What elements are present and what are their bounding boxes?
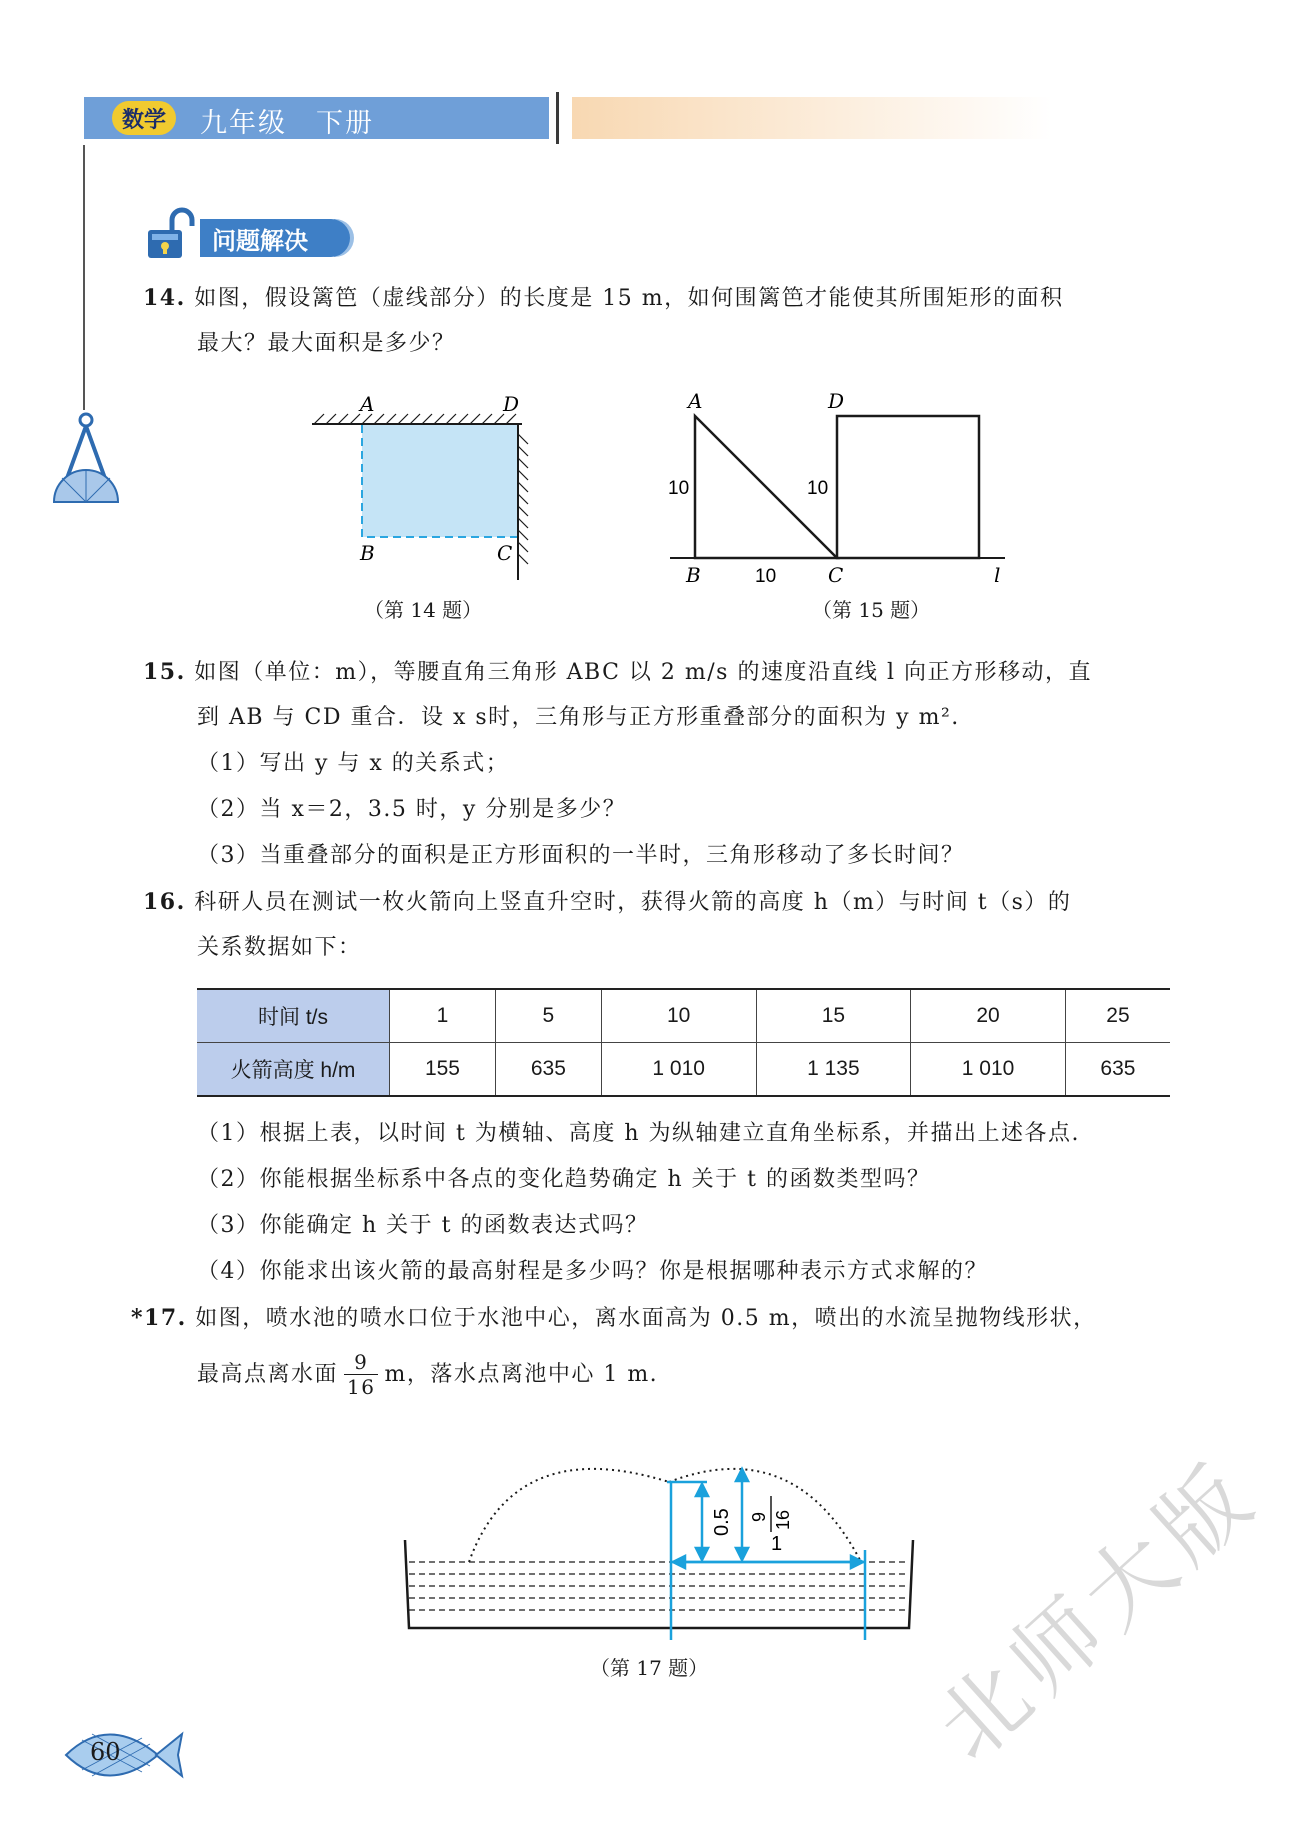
q15-sub2: （2）当 x＝2，3.5 时，y 分别是多少？ [197, 797, 627, 822]
q15-line1 [143, 649, 1092, 696]
table-cell: 1 [390, 990, 496, 1043]
q17-text2a: 最高点离水面 [197, 1361, 339, 1387]
q17-line2 [197, 1350, 658, 1399]
q14-line2: 最大？最大面积是多少？ [197, 331, 456, 356]
fig17-caption: （第 17 题） [590, 1656, 709, 1680]
fig15-label-d: D [828, 390, 845, 413]
fig15-side-dc: 10 [807, 478, 829, 499]
table-row [197, 1043, 1170, 1096]
q14-text1: 如图，假设篱笆（虚线部分）的长度是 15 m，如何围篱笆才能使其所围矩形的面积 [194, 286, 1064, 311]
subject-badge: 数学 [112, 101, 176, 135]
q16-sub1: （1）根据上表，以时间 t 为横轴、高度 h 为纵轴建立直角坐标系，并描出上述各点. [197, 1121, 1080, 1146]
q16-sub3: （3）你能确定 h 关于 t 的函数表达式吗？ [197, 1213, 649, 1238]
data-table [197, 990, 1170, 1095]
watermark: 北师大版 [917, 1441, 1278, 1780]
fig14-caption: （第 14 题） [364, 598, 483, 622]
table-row-header [197, 1043, 390, 1096]
margin-line [83, 145, 85, 410]
table-cell: 5 [495, 990, 601, 1043]
fig17-height-label: 0.5 [711, 1508, 733, 1536]
q17-line1 [131, 1295, 1097, 1342]
q16-number: 16. [143, 889, 186, 915]
q17-frac-num: 9 [354, 1350, 369, 1374]
section-label: 问题解决 [212, 227, 308, 255]
q16-text1: 科研人员在测试一枚火箭向上竖直升空时，获得火箭的高度 h（m）与时间 t（s）的 [194, 890, 1072, 915]
q17-number: *17. [131, 1305, 187, 1331]
data-table-frame [197, 988, 1170, 1097]
book-title: 九年级 下册 [200, 108, 374, 139]
fig14-label-b: B [360, 541, 375, 565]
fig15-side-bc: 10 [755, 566, 777, 587]
fig15-label-b: B [686, 563, 701, 587]
compass-icon [48, 412, 124, 506]
fig14-label-c: C [497, 541, 513, 565]
table-cell: 25 [1065, 990, 1170, 1043]
q14-line1 [143, 275, 1064, 322]
q16-sub2: （2）你能根据坐标系中各点的变化趋势确定 h 关于 t 的函数类型吗？ [197, 1167, 931, 1192]
table-cell: 15 [756, 990, 911, 1043]
header-gradient [572, 97, 1052, 139]
q16-sub4: （4）你能求出该火箭的最高射程是多少吗？你是根据哪种表示方式求解的？ [197, 1259, 988, 1284]
q14-number: 14. [143, 285, 186, 311]
table-cell: 635 [495, 1043, 601, 1096]
table-cell: 10 [601, 990, 756, 1043]
fig17-peak-num: 9 [749, 1511, 769, 1522]
header-divider [556, 92, 559, 144]
fig14-label-a: A [360, 392, 375, 416]
fig15-side-ab: 10 [668, 478, 690, 499]
q15-text1: 如图（单位：m），等腰直角三角形 ABC 以 2 m/s 的速度沿直线 l 向正方形移动，直 [194, 660, 1092, 685]
q15-line2: 到 AB 与 CD 重合．设 x s时，三角形与正方形重叠部分的面积为 y m². [197, 705, 960, 730]
table-cell: 635 [1065, 1043, 1170, 1096]
q17-fraction [344, 1350, 378, 1399]
q17-text1: 如图，喷水池的喷水口位于水池中心，离水面高为 0.5 m，喷出的水流呈抛物线形状， [195, 1306, 1097, 1331]
figure-14 [300, 390, 540, 590]
time-header: 时间 t/s [257, 1006, 328, 1029]
table-cell: 1 010 [601, 1043, 756, 1096]
fig17-peak-den: 16 [773, 1509, 793, 1530]
figure-17 [395, 1440, 925, 1650]
page-number: 60 [90, 1738, 121, 1766]
fig15-label-l: l [994, 563, 1001, 587]
figure-15 [660, 390, 1020, 590]
page-number-fish-icon [62, 1720, 186, 1790]
fig14-label-d: D [503, 392, 520, 416]
q17-text2b: m，落水点离池中心 1 m. [384, 1361, 659, 1387]
table-cell: 20 [911, 990, 1066, 1043]
q15-sub3: （3）当重叠部分的面积是正方形面积的一半时，三角形移动了多长时间？ [197, 843, 965, 868]
q16-line1 [143, 879, 1071, 926]
fig15-caption: （第 15 题） [812, 598, 931, 622]
q15-number: 15. [143, 659, 186, 685]
q17-frac-den: 16 [344, 1374, 378, 1399]
lock-icon [144, 206, 200, 262]
table-cell: 155 [390, 1043, 496, 1096]
fig15-label-a: A [688, 390, 703, 413]
height-header: 火箭高度 h/m [230, 1059, 356, 1082]
fig17-distance-label: 1 [771, 1533, 783, 1555]
table-cell: 1 010 [911, 1043, 1066, 1096]
table-row-header [197, 990, 390, 1043]
q15-sub1: （1）写出 y 与 x 的关系式； [197, 751, 510, 776]
table-cell: 1 135 [756, 1043, 911, 1096]
q16-line2: 关系数据如下： [197, 935, 362, 960]
fig15-label-c: C [828, 563, 844, 587]
table-row [197, 990, 1170, 1043]
